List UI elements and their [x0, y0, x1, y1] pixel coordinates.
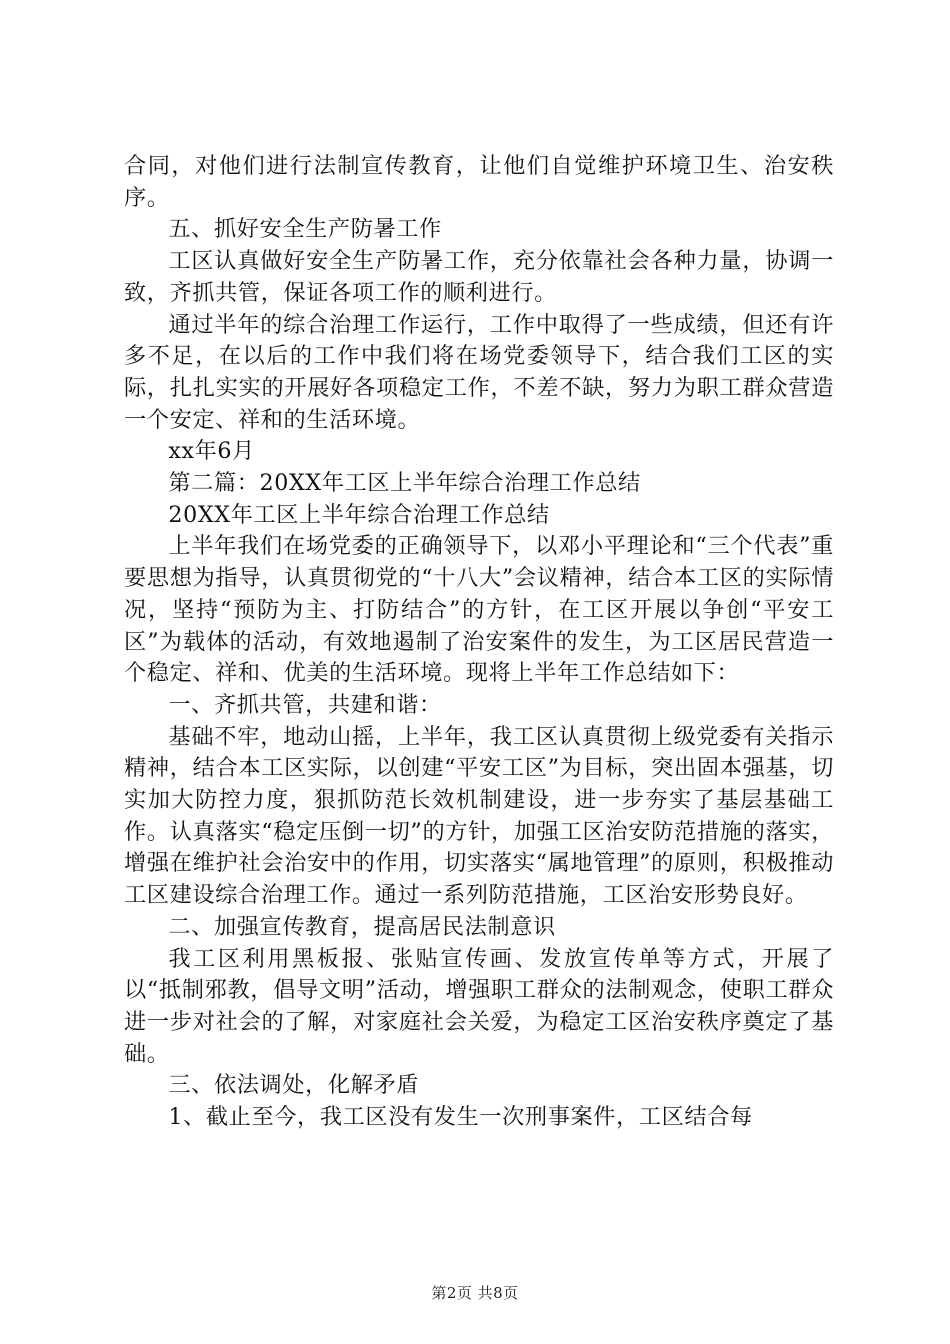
paragraph-12: 三、依法调处，化解矛盾 [168, 1072, 420, 1099]
paragraph-5: 第二篇：20XX年工区上半年综合治理工作总结 [168, 470, 641, 497]
paragraph-7: 上半年我们在场党委的正确领导下，以邓小平理论和“三个代表”重要思想为指导，认真贯彻党的“十八大”会议精神，结合本工区的实际情况，坚持“预防为主、打防结合”的方针，在工区开展以争创“平安工区”为载体的活动，有效地遏制了治安案件的发生，为工区居民营造一个稳定、祥和、优美的生活环境。现将上半年工作总结如下： [124, 533, 834, 687]
paragraph-6: 20XX年工区上半年综合治理工作总结 [168, 501, 550, 528]
paragraph-4: xx年6月 [168, 438, 255, 465]
paragraph-2: 工区认真做好安全生产防暑工作，充分依靠社会各种力量，协调一致，齐抓共管，保证各项工作的顺利进行。 [124, 248, 834, 306]
page-number-footer: 第2页 共8页 [431, 1284, 519, 1302]
paragraph-13: 1、截止至今，我工区没有发生一次刑事案件，工区结合每 [168, 1104, 753, 1131]
paragraph-10: 二、加强宣传教育，提高居民法制意识 [168, 913, 556, 940]
paragraph-0: 合同，对他们进行法制宣传教育，让他们自觉维护环境卫生、治安秩序。 [124, 153, 834, 211]
paragraph-1: 五、抓好安全生产防暑工作 [168, 216, 442, 243]
paragraph-9: 基础不牢，地动山摇，上半年，我工区认真贯彻上级党委有关指示精神，结合本工区实际，以创建“平安工区”为目标，突出固本强基，切实加大防控力度，狠抓防范长效机制建设，进一步夯实了基层基础工作。认真落实“稳定压倒一切”的方针，加强工区治安防范措施的落实，增强在维护社会治安中的作用，切实落实“属地管理”的原则，积极推动工区建设综合治理工作。通过一系列防范措施，工区治安形势良好。 [124, 723, 834, 909]
paragraph-8: 一、齐抓共管，共建和谐： [168, 691, 442, 718]
document-body [124, 151, 834, 1134]
paragraph-3: 通过半年的综合治理工作运行，工作中取得了一些成绩，但还有许多不足，在以后的工作中我们将在场党委领导下，结合我们工区的实际，扎扎实实的开展好各项稳定工作，不差不缺，努力为职工群众营造一个安定、祥和的生活环境。 [124, 311, 834, 433]
paragraph-11: 我工区利用黑板报、张贴宣传画、发放宣传单等方式，开展了以“抵制邪教，倡导文明”活动，增强职工群众的法制观念，使职工群众进一步对社会的了解，对家庭社会关爱，为稳定工区治安秩序奠定了基础。 [124, 945, 834, 1067]
